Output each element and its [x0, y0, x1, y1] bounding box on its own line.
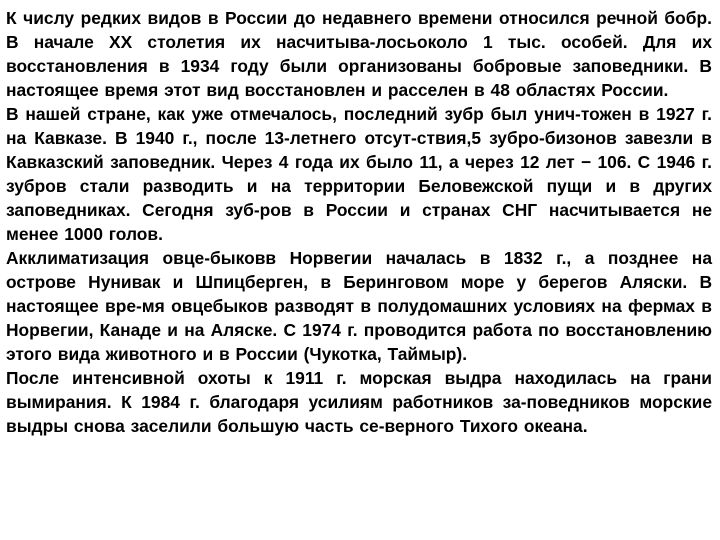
paragraph-beaver: К числу редких видов в России до недавнего времени относился речной бобр. В начале XX столетия их насчитыва-лосьоколо 1 тыс. особей. Для их восстановления в 1934 году были организованы бобровые заповедники. В настоящее время этот вид восстановлен и расселен в 48 областях России. — [6, 8, 712, 100]
paragraph-sea-otter: После интенсивной охоты к 1911 г. морская выдра находилась на грани вымирания. К 1984 г. благодаря усилиям работников за-поведников морские выдры снова заселили большую часть се-верного Тихого океана. — [6, 368, 712, 436]
paragraph-bison: В нашей стране, как уже отмечалось, последний зубр был унич-тожен в 1927 г. на Кавказе. В 1940 г., после 13-летнего отсут-ствия,5 зубро-бизонов завезли в Кавказский заповедник. Через 4 года их было 11, а через 12 лет − 106. С 1946 г. зубров стали разводить и на территории Беловежской пущи и в других заповедниках. Сегодня зуб-ров в России и странах СНГ насчитывается не менее 1000 голов. — [6, 104, 712, 244]
document-text — [6, 6, 712, 438]
paragraph-muskox: Акклиматизация овце-быковв Норвегии началась в 1832 г., а позднее на острове Нунивак и Шпицберген, в Беринговом море у берегов Аляски. В настоящее вре-мя овцебыков разводят в полудомашних условиях на фермах в Норвегии, Канаде и на Аляске. С 1974 г. проводится работа по восстановлению этого вида животного и в России (Чукотка, Таймыр). — [6, 248, 712, 364]
